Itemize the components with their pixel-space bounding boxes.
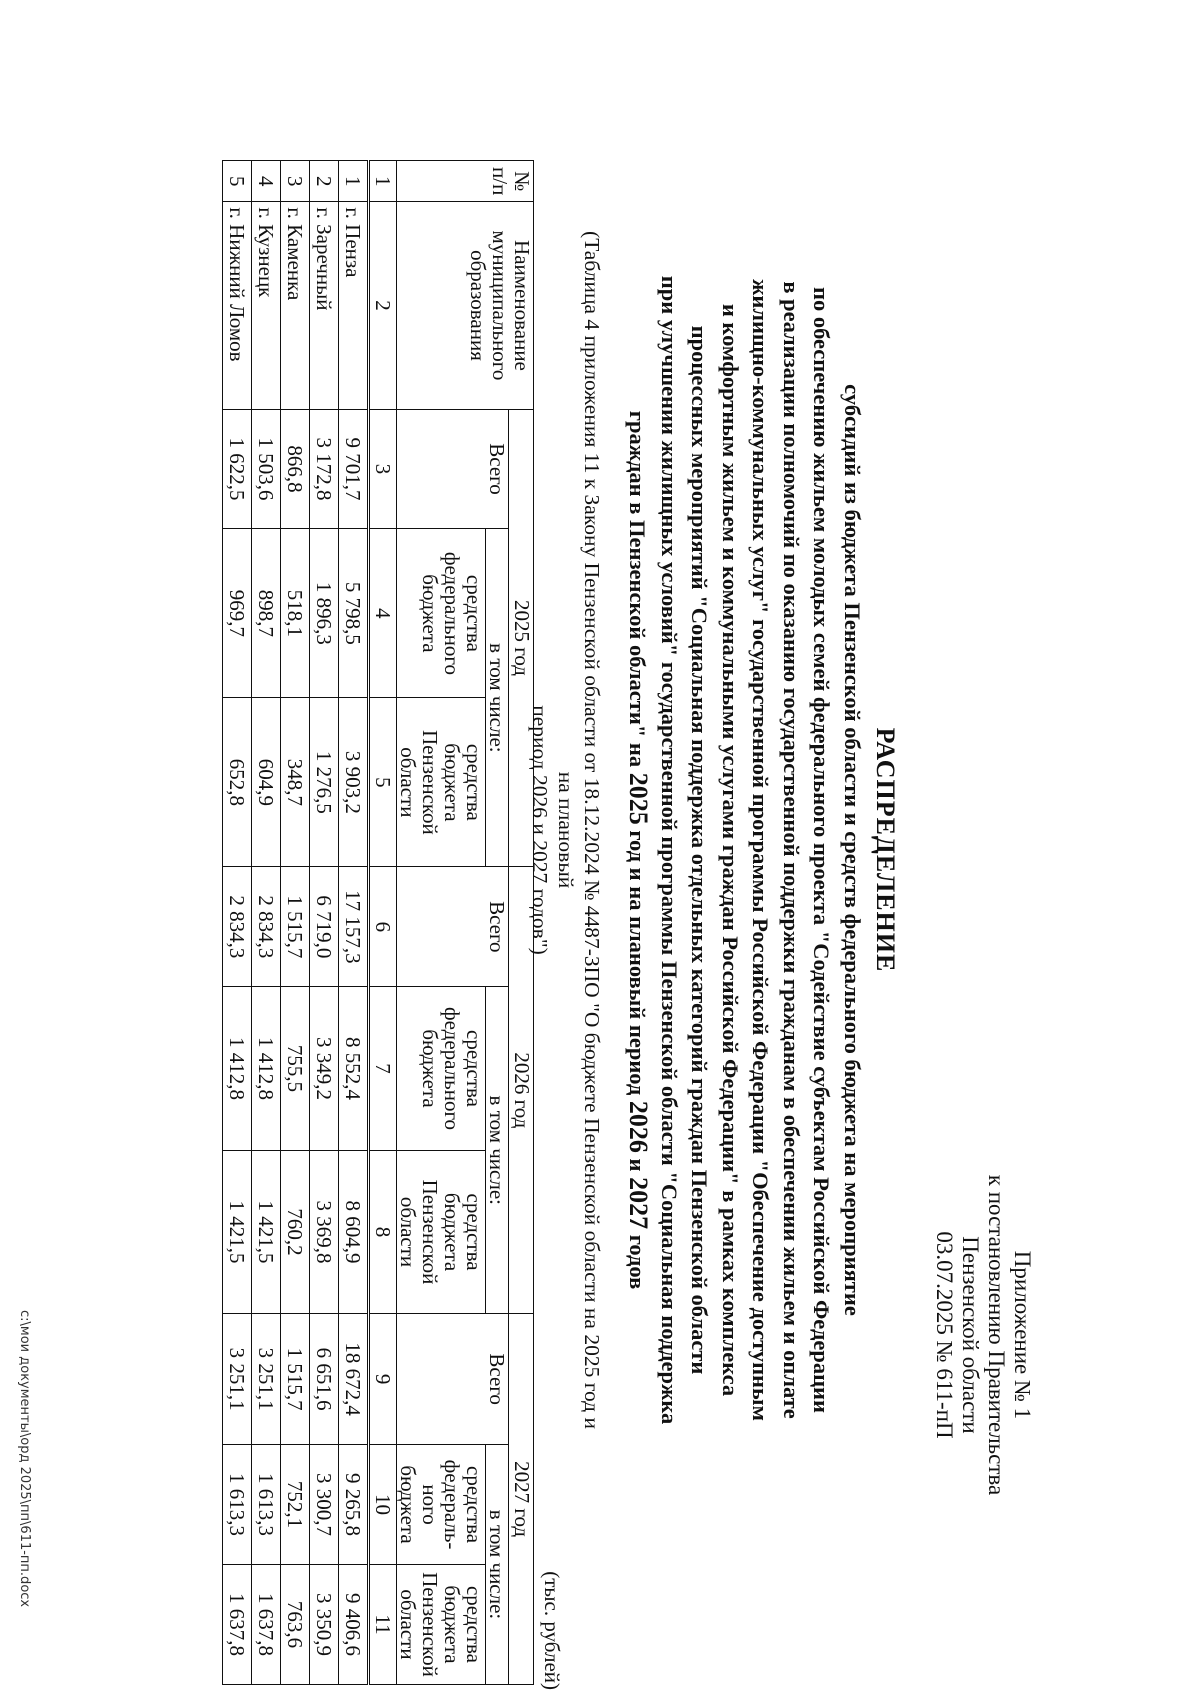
cell-value: 3 300,7	[310, 1445, 339, 1565]
header-regional-funds: средства бюджета Пензенской области	[397, 1564, 486, 1684]
cell-value: 3 172,8	[310, 409, 339, 529]
cell-value: 3 903,2	[339, 698, 369, 867]
column-number: 6	[369, 867, 397, 987]
cell-value: 3 350,9	[310, 1564, 339, 1684]
title-line: процессных мероприятий "Социальная поддержка отдельных категорий граждан Пензенской области	[687, 325, 713, 1375]
cell-value: 518,1	[281, 529, 310, 698]
cell-value: 755,5	[281, 987, 310, 1151]
approval-line: Приложение № 1	[1010, 1250, 1035, 1420]
cell-value: 3 251,1	[223, 1314, 252, 1445]
municipality-name: г. Нижний Ломов	[223, 202, 252, 409]
municipality-name: г. Каменка	[281, 202, 310, 409]
municipality-name: г. Кузнецк	[252, 202, 281, 409]
column-number: 8	[369, 1150, 397, 1314]
row-number: 3	[281, 161, 310, 202]
cell-value: 1 637,8	[223, 1564, 252, 1684]
header-including: в том числе:	[486, 1445, 509, 1685]
cell-value: 3 251,1	[252, 1314, 281, 1445]
distribution-table	[222, 160, 534, 1685]
cell-value: 1 421,5	[252, 1150, 281, 1314]
reference-line: (Таблица 4 приложения 11 к Закону Пензенской области от 18.12.2024 № 4487-ЗПО "О бюджете Пензенской области на 2025 год и на плановый	[554, 231, 604, 1429]
cell-value: 1 613,3	[223, 1445, 252, 1565]
cell-value: 6 719,0	[310, 867, 339, 987]
units-label: (тыс. рублей)	[540, 1571, 564, 1690]
municipality-name: г. Заречный	[310, 202, 339, 409]
table-row	[281, 161, 310, 1685]
row-number: 4	[252, 161, 281, 202]
cell-value: 3 369,8	[310, 1150, 339, 1314]
approval-line: Пензенской области	[958, 1236, 983, 1434]
cell-value: 17 157,3	[339, 867, 369, 987]
document-title	[622, 100, 900, 1600]
cell-value: 3 349,2	[310, 987, 339, 1151]
reference-line: период 2026 и 2027 годов")	[528, 705, 552, 955]
cell-value: 1 412,8	[252, 987, 281, 1151]
table-row	[252, 161, 281, 1685]
approval-block	[931, 1160, 1035, 1510]
column-number: 11	[369, 1564, 397, 1684]
cell-value: 763,6	[281, 1564, 310, 1684]
column-number: 3	[369, 409, 397, 529]
column-number: 10	[369, 1445, 397, 1565]
header-regional-funds: средства бюджета Пензенской области	[397, 1150, 486, 1314]
cell-value: 1 896,3	[310, 529, 339, 698]
header-including: в том числе:	[486, 987, 509, 1314]
cell-value: 9 406,6	[339, 1564, 369, 1684]
cell-value: 898,7	[252, 529, 281, 698]
title-line: граждан в Пензенской области" на 2025 год и на плановый период 2026 и 2027 годов	[624, 410, 654, 1290]
file-path-footer: c:\мои документы\орд 2025\пп\611-пп.docx	[17, 1310, 32, 1608]
header-municipality: Наименование муниципального образования	[397, 202, 534, 409]
row-number: 1	[339, 161, 369, 202]
title-line: субсидий из бюджета Пензенской области и средств федерального бюджета на мероприятие	[840, 384, 865, 1316]
title-line: жилищно-коммунальных услуг" государственной программы Российской Федерации "Обеспечение доступным	[748, 279, 774, 1421]
cell-value: 8 604,9	[339, 1150, 369, 1314]
cell-value: 2 834,3	[223, 867, 252, 987]
approval-line: 03.07.2025 № 611-пП	[932, 1231, 957, 1439]
cell-value: 866,8	[281, 409, 310, 529]
page-title: РАСПРЕДЕЛЕНИЕ	[871, 727, 900, 973]
title-description	[622, 100, 867, 1600]
row-number: 5	[223, 161, 252, 202]
column-number: 4	[369, 529, 397, 698]
title-line: и комфортным жильем и коммунальными услугами граждан Российской Федерации" в рамках комплекса	[718, 303, 743, 1397]
header-federal-funds: средства федерального бюджета	[397, 987, 486, 1151]
cell-value: 5 798,5	[339, 529, 369, 698]
cell-value: 9 265,8	[339, 1445, 369, 1565]
title-line: в реализации полномочий по оказанию государственной поддержки гражданам в обеспечении жильем и оплате	[779, 281, 804, 1419]
cell-value: 2 834,3	[252, 867, 281, 987]
cell-value: 8 552,4	[339, 987, 369, 1151]
cell-value: 18 672,4	[339, 1314, 369, 1445]
cell-value: 652,8	[223, 698, 252, 867]
column-number: 9	[369, 1314, 397, 1445]
header-year-2026: 2026 год	[509, 867, 534, 1314]
header-total: Всего	[397, 867, 509, 987]
table-row	[223, 161, 252, 1685]
cell-value: 1 503,6	[252, 409, 281, 529]
legal-reference	[527, 230, 605, 1430]
cell-value: 752,1	[281, 1445, 310, 1565]
header-federal-funds: средства федераль-ного бюджета	[397, 1445, 486, 1565]
header-total: Всего	[397, 1314, 509, 1445]
cell-value: 760,2	[281, 1150, 310, 1314]
cell-value: 1 421,5	[223, 1150, 252, 1314]
header-regional-funds: средства бюджета Пензенской области	[397, 698, 486, 867]
column-number: 7	[369, 987, 397, 1151]
column-number-row	[369, 161, 397, 1685]
cell-value: 1 515,7	[281, 867, 310, 987]
column-number: 1	[369, 161, 397, 202]
header-federal-funds: средства федерального бюджета	[397, 529, 486, 698]
header-year-2027: 2027 год	[509, 1314, 534, 1685]
cell-value: 1 613,3	[252, 1445, 281, 1565]
cell-value: 6 651,6	[310, 1314, 339, 1445]
title-line: при улучшении жилищных условий" государственной программы Пензенской области "Социальная поддержка	[657, 275, 682, 1425]
row-number: 2	[310, 161, 339, 202]
table-row	[310, 161, 339, 1685]
cell-value: 1 622,5	[223, 409, 252, 529]
cell-value: 604,9	[252, 698, 281, 867]
municipality-name: г. Пенза	[339, 202, 369, 409]
cell-value: 1 515,7	[281, 1314, 310, 1445]
cell-value: 1 637,8	[252, 1564, 281, 1684]
cell-value: 1 276,5	[310, 698, 339, 867]
cell-value: 348,7	[281, 698, 310, 867]
title-line: по обеспечению жильем молодых семей федерального проекта "Содействие субъектам Российской Федерации	[809, 287, 835, 1413]
cell-value: 1 412,8	[223, 987, 252, 1151]
header-including: в том числе:	[486, 529, 509, 867]
table-row	[339, 161, 369, 1685]
column-number: 5	[369, 698, 397, 867]
cell-value: 9 701,7	[339, 409, 369, 529]
cell-value: 969,7	[223, 529, 252, 698]
header-year-2025: 2025 год	[509, 409, 534, 867]
column-number: 2	[369, 202, 397, 409]
approval-line: к постановлению Правительства	[984, 1174, 1009, 1496]
header-total: Всего	[397, 409, 509, 529]
header-number: № п/п	[397, 161, 534, 202]
